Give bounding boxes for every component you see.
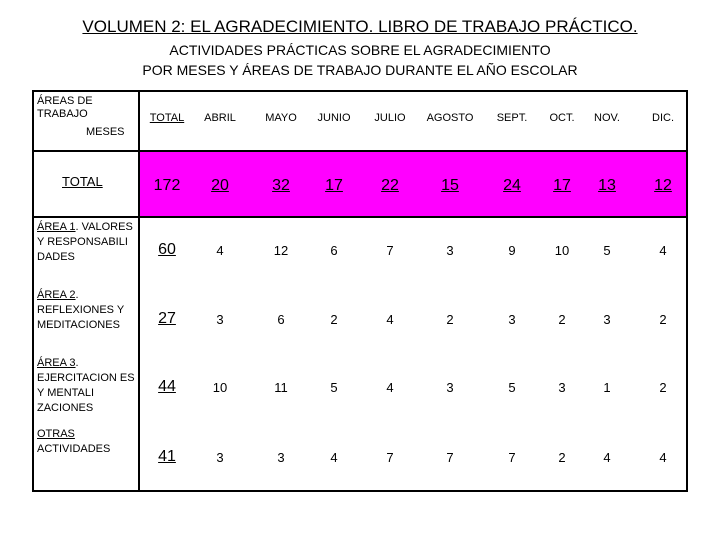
row-month-cell: 4 xyxy=(659,243,667,258)
row-total-cell: 44 xyxy=(158,378,176,395)
row-month-cell: 4 xyxy=(603,450,611,465)
total-row-divider xyxy=(32,216,688,218)
column-header: NOV. xyxy=(594,112,620,124)
total-cell: 172 xyxy=(153,177,181,194)
total-month-cell: 22 xyxy=(381,177,399,194)
row-month-cell: 7 xyxy=(386,243,394,258)
row-month-cell: 3 xyxy=(446,380,454,395)
total-month-cell: 17 xyxy=(553,177,571,194)
row-month-cell: 12 xyxy=(273,243,289,258)
row-month-cell: 10 xyxy=(212,380,228,395)
row-month-cell: 2 xyxy=(558,450,566,465)
corner-meses-label: MESES xyxy=(86,126,125,138)
row-label xyxy=(37,427,135,457)
row-month-cell: 3 xyxy=(277,450,285,465)
total-month-cell: 20 xyxy=(211,177,229,194)
row-month-cell: 4 xyxy=(386,380,394,395)
row-label-text: . EJERCITACION ES Y MENTALI ZACIONES xyxy=(37,357,135,414)
total-month-cell: 32 xyxy=(272,177,290,194)
row-month-cell: 3 xyxy=(446,243,454,258)
column-header: MAYO xyxy=(265,112,297,124)
row-month-cell: 7 xyxy=(386,450,394,465)
row-label-area: ÁREA 1 xyxy=(37,221,76,233)
row-month-cell: 3 xyxy=(558,380,566,395)
header-divider xyxy=(32,150,688,152)
row-month-cell: 4 xyxy=(330,450,338,465)
row-total-cell: 41 xyxy=(158,448,176,465)
row-month-cell: 7 xyxy=(446,450,454,465)
row-month-cell: 6 xyxy=(330,243,338,258)
total-month-cell: 24 xyxy=(503,177,521,194)
corner-areas-label: ÁREAS DE TRABAJO xyxy=(37,95,93,120)
row-label-area: ÁREA 2 xyxy=(37,289,76,301)
row-month-cell: 2 xyxy=(446,312,454,327)
row-month-cell: 5 xyxy=(330,380,338,395)
row-label-area: OTRAS xyxy=(37,428,75,440)
row-label-text: . VALORES Y RESPONSABILI DADES xyxy=(37,221,133,263)
total-month-cell: 12 xyxy=(654,177,672,194)
row-month-cell: 3 xyxy=(216,312,224,327)
row-month-cell: 2 xyxy=(558,312,566,327)
row-month-cell: 2 xyxy=(330,312,338,327)
row-month-cell: 9 xyxy=(508,243,516,258)
column-header: JULIO xyxy=(374,112,406,124)
row-label xyxy=(37,356,135,416)
row-month-cell: 4 xyxy=(386,312,394,327)
row-month-cell: 5 xyxy=(508,380,516,395)
row-label-area: ÁREA 3 xyxy=(37,357,76,369)
column-header: TOTAL xyxy=(149,112,185,124)
row-label-text: ACTIVIDADES xyxy=(37,443,111,455)
row-total-cell: 27 xyxy=(158,310,176,327)
column-header: JUNIO xyxy=(317,112,351,124)
total-month-cell: 17 xyxy=(325,177,343,194)
row-month-cell: 4 xyxy=(216,243,224,258)
row-month-cell: 7 xyxy=(508,450,516,465)
row-total-cell: 60 xyxy=(158,241,176,258)
row-label xyxy=(37,220,135,265)
row-month-cell: 3 xyxy=(216,450,224,465)
row-label xyxy=(37,288,135,333)
column-header: SEPT. xyxy=(496,112,528,124)
subtitle-line-1: ACTIVIDADES PRÁCTICAS SOBRE EL AGRADECIMIENTO xyxy=(169,42,551,58)
row-month-cell: 2 xyxy=(659,380,667,395)
column-header: OCT. xyxy=(549,112,575,124)
row-label-text: . REFLEXIONES Y MEDITACIONES xyxy=(37,289,125,331)
row-month-cell: 5 xyxy=(603,243,611,258)
total-month-cell: 15 xyxy=(441,177,459,194)
total-month-cell: 13 xyxy=(598,177,616,194)
column-header: ABRIL xyxy=(204,112,236,124)
column-header: AGOSTO xyxy=(426,112,474,124)
row-month-cell: 2 xyxy=(659,312,667,327)
row-month-cell: 11 xyxy=(274,380,288,395)
row-month-cell: 4 xyxy=(659,450,667,465)
subtitle-line-2: POR MESES Y ÁREAS DE TRABAJO DURANTE EL AÑO ESCOLAR xyxy=(142,62,578,78)
row-month-cell: 3 xyxy=(603,312,611,327)
total-row-label: TOTAL xyxy=(62,174,103,189)
row-month-cell: 1 xyxy=(603,380,611,395)
row-month-cell: 6 xyxy=(277,312,285,327)
row-month-cell: 3 xyxy=(508,312,516,327)
column-header: DIC. xyxy=(652,112,674,124)
page-title: VOLUMEN 2: EL AGRADECIMIENTO. LIBRO DE TRABAJO PRÁCTICO. xyxy=(82,17,638,36)
row-month-cell: 10 xyxy=(554,243,570,258)
